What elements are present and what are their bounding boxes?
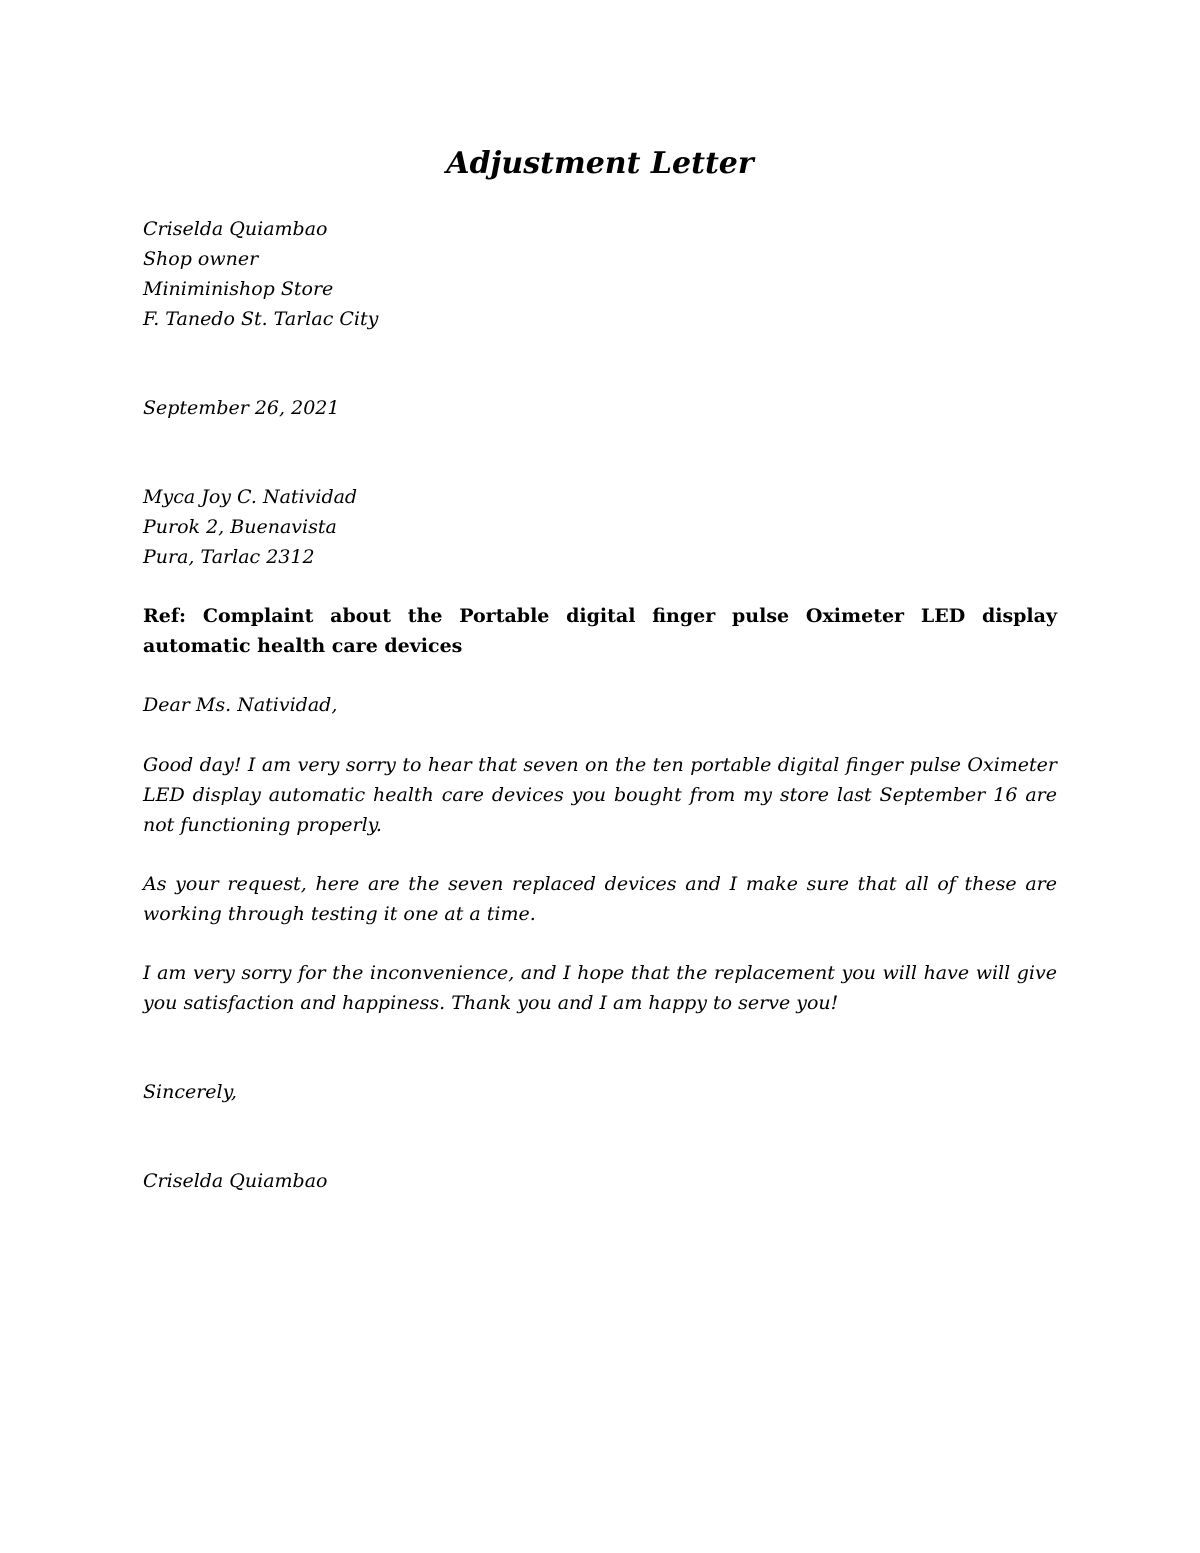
sender-position: Shop owner (143, 248, 259, 270)
recipient-block (143, 482, 1057, 572)
document-title: Adjustment Letter (446, 146, 754, 181)
body-paragraph-2: As your request, here are the seven replaced devices and I make sure that all of these are working through testing it one at a time. (143, 873, 1057, 925)
closing: Sincerely, (143, 1081, 237, 1103)
sender-company: Miniminishop Store (143, 278, 334, 300)
letter-date: September 26, 2021 (143, 397, 340, 419)
reference-line: Ref: Complaint about the Portable digital finger pulse Oximeter LED display automatic health care devices (143, 605, 1057, 657)
sender-address: F. Tanedo St. Tarlac City (143, 308, 379, 330)
recipient-address-line2: Pura, Tarlac 2312 (143, 546, 315, 568)
recipient-address-line1: Purok 2, Buenavista (143, 516, 337, 538)
sender-block (143, 214, 1057, 334)
signature-name: Criselda Quiambao (143, 1170, 328, 1192)
recipient-name: Myca Joy C. Natividad (143, 486, 358, 508)
salutation: Dear Ms. Natividad, (143, 694, 338, 716)
body-paragraph-3: I am very sorry for the inconvenience, and I hope that the replacement you will have will give you satisfaction and happiness. Thank you and I am happy to serve you! (143, 962, 1057, 1014)
sender-name: Criselda Quiambao (143, 218, 328, 240)
body-paragraph-1: Good day! I am very sorry to hear that seven on the ten portable digital finger pulse Oximeter LED display automatic health care devices you bought from my store last September 16 are not functioning properly. (143, 754, 1057, 836)
